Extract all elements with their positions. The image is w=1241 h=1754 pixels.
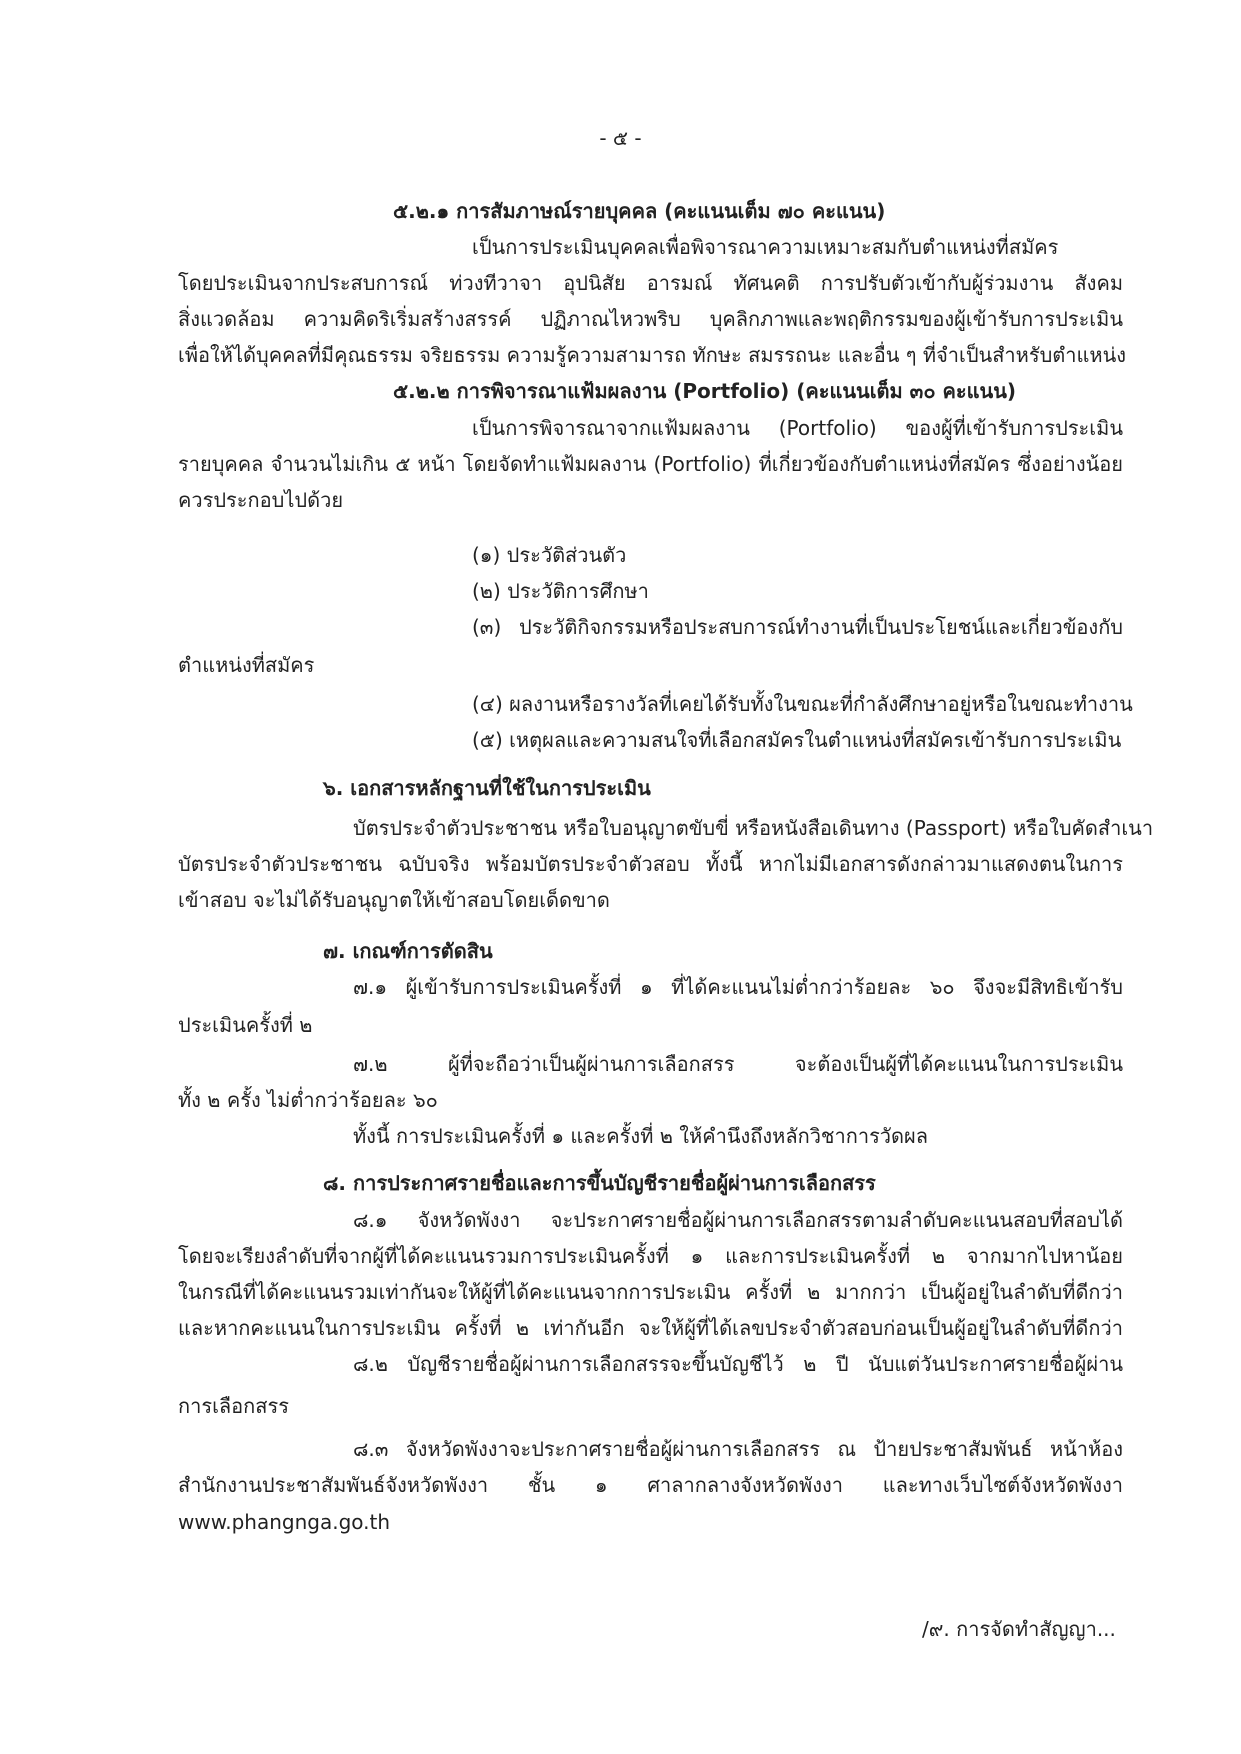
paragraph-line: ๗.๑ ผู้เข้ารับการประเมินครั้งที่ ๑ ที่ได้คะแนนไม่ต่ำกว่าร้อยละ ๖๐ จึงจะมีสิทธิเข้ารับ [353, 975, 1123, 999]
heading-5-2-1: ๕.๒.๑ การสัมภาษณ์รายบุคคล (คะแนนเต็ม ๗๐ คะแนน) [393, 199, 886, 223]
paragraph-line: ในกรณีที่ได้คะแนนรวมเท่ากันจะให้ผู้ที่ได้คะแนนจากการประเมิน ครั้งที่ ๒ มากกว่า เป็นผู้อยู่ในลำดับที่ดีกว่า [178, 1280, 1123, 1304]
list-item: (๑) ประวัติส่วนตัว [472, 543, 627, 567]
paragraph-line: สำนักงานประชาสัมพันธ์จังหวัดพังงา ชั้น ๑ ศาลากลางจังหวัดพังงา และทางเว็บไซต์จังหวัดพังงา [178, 1473, 1123, 1497]
paragraph-line: ทั้งนี้ การประเมินครั้งที่ ๑ และครั้งที่ ๒ ให้คำนึงถึงหลักวิชาการวัดผล [353, 1124, 928, 1148]
paragraph-line: ควรประกอบไปด้วย [178, 488, 344, 512]
heading-8: ๘. การประกาศรายชื่อและการขึ้นบัญชีรายชื่อผู้ผ่านการเลือกสรร [323, 1171, 876, 1195]
paragraph-line: เป็นการพิจารณาจากแฟ้มผลงาน (Portfolio) ของผู้ที่เข้ารับการประเมิน [472, 416, 1123, 440]
paragraph-line: บัตรประจำตัวประชาชน หรือใบอนุญาตขับขี่ หรือหนังสือเดินทาง (Passport) หรือใบคัดสำเนา [353, 816, 1154, 840]
paragraph-line: เป็นการประเมินบุคคลเพื่อพิจารณาความเหมาะสมกับตำแหน่งที่สมัคร [472, 235, 1059, 259]
paragraph-line: สิ่งแวดล้อม ความคิดริเริ่มสร้างสรรค์ ปฏิภาณไหวพริบ บุคลิกภาพและพฤติกรรมของผู้เข้ารับการประเมิน [178, 307, 1123, 331]
paragraph-line: โดยประเมินจากประสบการณ์ ท่วงทีวาจา อุปนิสัย อารมณ์ ทัศนคติ การปรับตัวเข้ากับผู้ร่วมงาน สังคม [178, 271, 1123, 295]
paragraph-line: ๘.๒ บัญชีรายชื่อผู้ผ่านการเลือกสรรจะขึ้นบัญชีไว้ ๒ ปี นับแต่วันประกาศรายชื่อผู้ผ่าน [353, 1352, 1123, 1376]
heading-5-2-2: ๕.๒.๒ การพิจารณาแฟ้มผลงาน (Portfolio) (คะแนนเต็ม ๓๐ คะแนน) [393, 379, 1017, 403]
paragraph-line: และหากคะแนนในการประเมิน ครั้งที่ ๒ เท่ากันอีก จะให้ผู้ที่ได้เลขประจำตัวสอบก่อนเป็นผู้อยู่ในลำดับที่ดีกว่า [178, 1316, 1123, 1340]
paragraph-line: รายบุคคล จำนวนไม่เกิน ๕ หน้า โดยจัดทำแฟ้มผลงาน (Portfolio) ที่เกี่ยวข้องกับตำแหน่งที่สมัคร ซึ่งอย่างน้อย [178, 452, 1123, 476]
list-item: (๓) ประวัติกิจกรรมหรือประสบการณ์ทำงานที่เป็นประโยชน์และเกี่ยวข้องกับ [472, 615, 1123, 639]
paragraph-line: ๗.๒ ผู้ที่จะถือว่าเป็นผู้ผ่านการเลือกสรร จะต้องเป็นผู้ที่ได้คะแนนในการประเมิน [353, 1052, 1123, 1076]
paragraph-line: ประเมินครั้งที่ ๒ [178, 1013, 313, 1037]
paragraph-line: ๘.๑ จังหวัดพังงา จะประกาศรายชื่อผู้ผ่านการเลือกสรรตามลำดับคะแนนสอบที่สอบได้ [353, 1208, 1123, 1232]
heading-6: ๖. เอกสารหลักฐานที่ใช้ในการประเมิน [323, 776, 651, 800]
list-item: (๒) ประวัติการศึกษา [472, 579, 649, 603]
paragraph-line: ทั้ง ๒ ครั้ง ไม่ต่ำกว่าร้อยละ ๖๐ [178, 1088, 438, 1112]
continuation-marker: /๙. การจัดทำสัญญา... [922, 1617, 1116, 1641]
page-number: - ๕ - [599, 126, 642, 150]
website-url: www.phangnga.go.th [178, 1510, 391, 1534]
paragraph-line: บัตรประจำตัวประชาชน ฉบับจริง พร้อมบัตรประจำตัวสอบ ทั้งนี้ หากไม่มีเอกสารดังกล่าวมาแสดงตนในการ [178, 852, 1123, 876]
paragraph-line: เข้าสอบ จะไม่ได้รับอนุญาตให้เข้าสอบโดยเด็ดขาด [178, 888, 610, 912]
list-item: (๔) ผลงานหรือรางวัลที่เคยได้รับทั้งในขณะที่กำลังศึกษาอยู่หรือในขณะทำงาน [472, 692, 1133, 716]
list-item: (๕) เหตุผลและความสนใจที่เลือกสมัครในตำแหน่งที่สมัครเข้ารับการประเมิน [472, 728, 1122, 752]
paragraph-line: การเลือกสรร [178, 1394, 289, 1418]
list-item-continuation: ตำแหน่งที่สมัคร [178, 653, 315, 677]
paragraph-line: ๘.๓ จังหวัดพังงาจะประกาศรายชื่อผู้ผ่านการเลือกสรร ณ ป้ายประชาสัมพันธ์ หน้าห้อง [353, 1437, 1123, 1461]
paragraph-line: เพื่อให้ได้บุคคลที่มีคุณธรรม จริยธรรม ความรู้ความสามารถ ทักษะ สมรรถนะ และอื่น ๆ ที่จำเป็นสำหรับตำแหน่ง [178, 343, 1127, 367]
heading-7: ๗. เกณฑ์การตัดสิน [323, 939, 493, 963]
paragraph-line: โดยจะเรียงลำดับที่จากผู้ที่ได้คะแนนรวมการประเมินครั้งที่ ๑ และการประเมินครั้งที่ ๒ จากมากไปหาน้อย [178, 1244, 1123, 1268]
